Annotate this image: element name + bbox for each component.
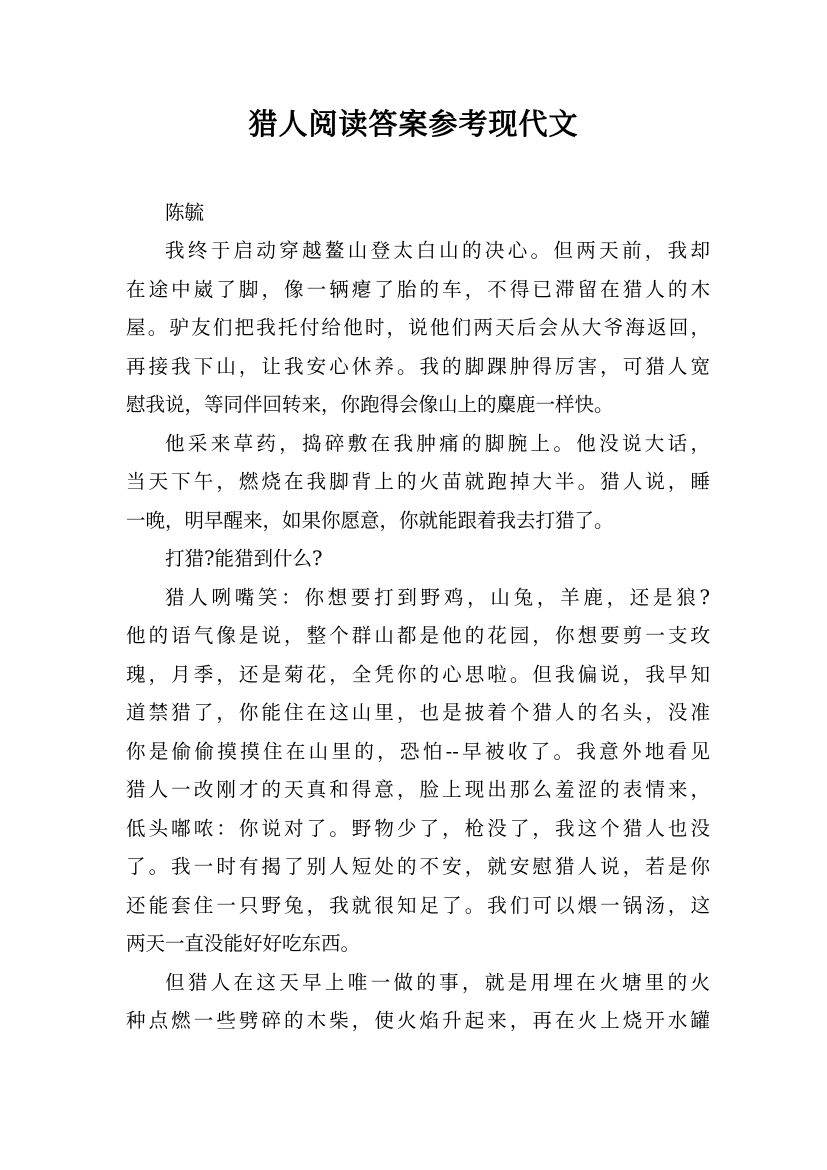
text-line: 慰我说，等同伴回转来，你跑得会像山上的麋鹿一样快。: [126, 393, 614, 416]
text-line: 种点燃一些劈碎的木柴，使火焰升起来，再在火上烧开水罐: [126, 1009, 710, 1032]
text-line: 再接我下山，让我安心休养。我的脚踝肿得厉害，可猎人宽: [126, 354, 710, 378]
text-line: 在途中崴了脚，像一辆瘪了胎的车，不得已滞留在猎人的木: [126, 277, 710, 301]
text-line: 打猎?能猎到什么?: [165, 547, 323, 570]
text-line: 两天一直没能好好吃东西。: [126, 932, 361, 955]
text-line: 猎人一改刚才的天真和得意，脸上现出那么羞涩的表情来，: [126, 778, 710, 801]
text-line: 一晚，明早醒来，如果你愿意，你就能跟着我去打猎了。: [126, 508, 614, 532]
text-line: 瑰，月季，还是菊花，全凭你的心思啦。但我偏说，我早知: [126, 662, 710, 686]
text-line: 你是偷偷摸摸住在山里的，恐怕--早被收了。我意外地看见: [126, 739, 710, 763]
document-title: 猎人阅读答案参考现代文: [248, 107, 579, 141]
author-name: 陈毓: [165, 201, 205, 224]
document-body: [126, 194, 710, 1041]
text-line: 还能套住一只野兔，我就很知足了。我们可以煨一锅汤，这: [126, 893, 710, 917]
text-line: 猎人咧嘴笑：你想要打到野鸡，山兔，羊鹿，还是狼?: [165, 585, 710, 609]
text-line: 了。我一时有揭了别人短处的不安，就安慰猎人说，若是你: [126, 855, 710, 878]
text-line: 但猎人在这天早上唯一做的事，就是用埋在火塘里的火: [165, 970, 710, 994]
text-line: 他采来草药，捣碎敷在我肿痛的脚腕上。他没说大话，: [165, 431, 710, 455]
text-line: 低头嘟哝：你说对了。野物少了，枪没了，我这个猎人也没: [126, 816, 710, 840]
text-line: 道禁猎了，你能住在这山里，也是披着个猎人的名头，没准: [126, 701, 710, 724]
text-line: 我终于启动穿越鳌山登太白山的决心。但两天前，我却: [165, 239, 710, 262]
text-line: 他的语气像是说，整个群山都是他的花园，你想要剪一支玫: [126, 624, 710, 647]
text-line: 屋。驴友们把我托付给他时，说他们两天后会从大爷海返回，: [126, 316, 710, 339]
text-line: 当天下午，燃烧在我脚背上的火苗就跑掉大半。猎人说，睡: [126, 470, 710, 493]
